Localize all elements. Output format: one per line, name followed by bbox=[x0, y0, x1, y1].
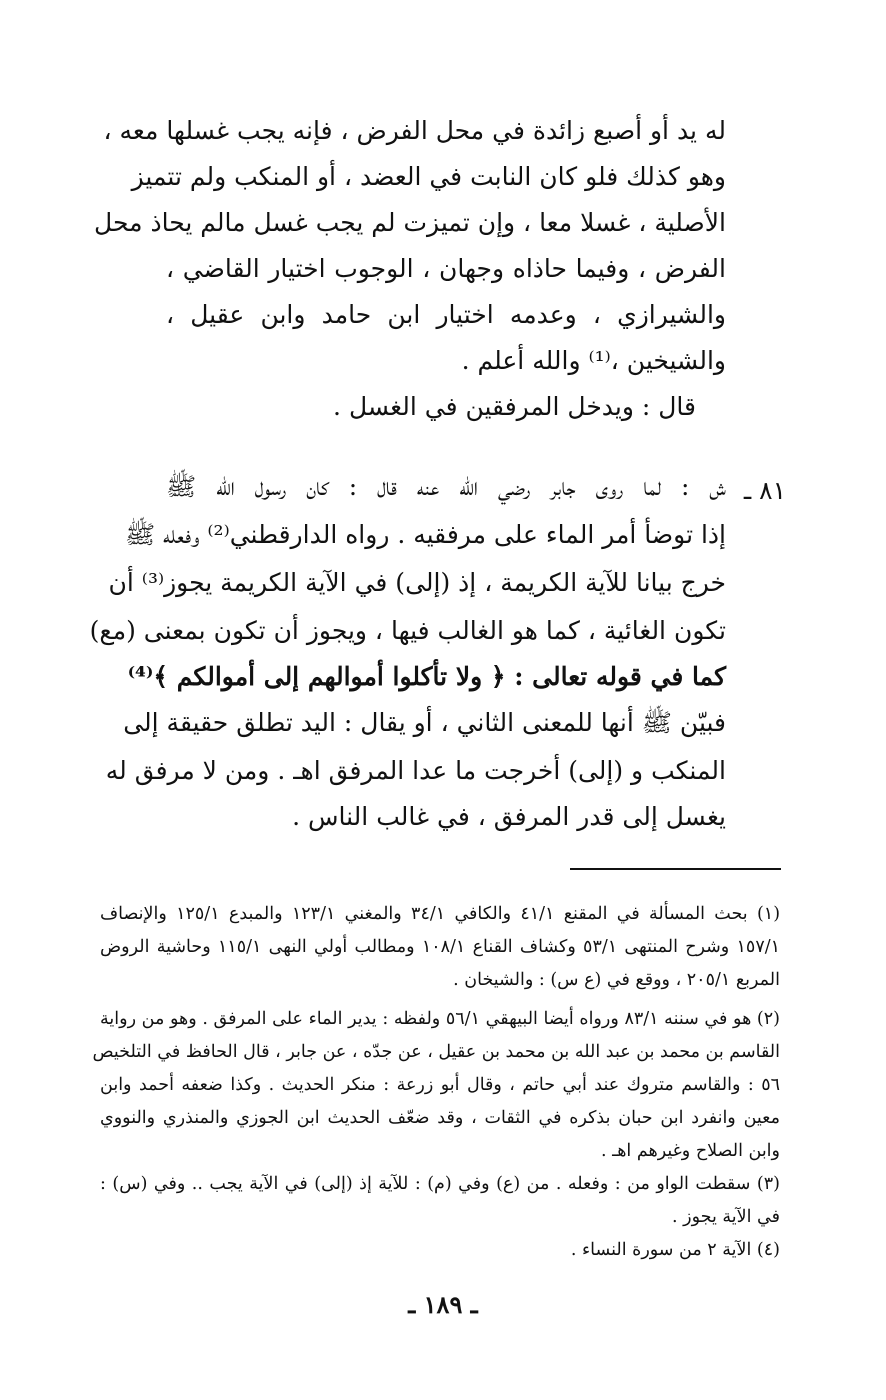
footnote-line: (٣) سقطت الواو من : وفعله . من (ع) وفي (م) : للآية إذ (إلى) في الآية يجب .. وفي (س) : bbox=[100, 1174, 780, 1194]
section-line: تكون الغائية ، كما هو الغالب فيها ، ويجوز أن تكون بمعنى (مع) bbox=[89, 616, 726, 645]
footnote-line: معين وانفرد ابن حبان بذكره في الثقات ، وقد ضعّف الحديث ابن الجوزي والمنذري والنووي bbox=[100, 1108, 780, 1128]
quran-verse-line: كما في قوله تعالى : ﴿ ولا تأكلوا أموالهم إلى أموالكم ﴾⁽⁴⁾ bbox=[127, 662, 726, 691]
footnote-line: (٢) هو في سننه ٨٣/١ ورواه أيضا البيهقي ٥٦/١ ولفظه : يدير الماء على المرفق . وهو من رواية bbox=[100, 1009, 780, 1029]
intro-line: له يد أو أصبع زائدة في محل الفرض ، فإنه يجب غسلها معه ، bbox=[103, 116, 726, 145]
matn-line: قال : ويدخل المرفقين في الغسل . bbox=[333, 392, 696, 421]
intro-line: الأصلية ، غسلا معا ، وإن تميزت لم يجب غسل مالم يحاذ محل bbox=[94, 208, 726, 237]
footnote-line: المربع ٢٠٥/١ ، ووقع في (ع س) : والشيخان . bbox=[453, 970, 780, 990]
section-line: المنكب و (إلى) أخرجت ما عدا المرفق اهـ . ومن لا مرفق له bbox=[105, 756, 726, 785]
intro-line: والشيخين ،⁽¹⁾ والله أعلم . bbox=[461, 346, 726, 375]
footnote-line: ١٥٧/١ وشرح المنتهى ٥٣/١ وكشاف القناع ١٠٨/١ ومطالب أولي النهى ١١٥/١ وحاشية الروض bbox=[100, 937, 781, 957]
footnote-line: وابن الصلاح وغيرهم اهـ . bbox=[600, 1141, 780, 1161]
footnote-separator bbox=[570, 868, 781, 870]
footnote-line: القاسم بن محمد بن عبد الله بن محمد بن عقيل ، عن جدّه ، عن جابر ، قال الحافظ في التلخيص bbox=[92, 1042, 780, 1062]
section-line: يغسل إلى قدر المرفق ، في غالب الناس . bbox=[292, 802, 726, 831]
intro-line: وهو كذلك فلو كان النابت في العضد ، أو المنكب ولم تتميز bbox=[131, 162, 726, 191]
section-line: إذا توضأ أمر الماء على مرفقيه . رواه الدارقطني⁽²⁾ وفعله ﷺ bbox=[124, 520, 726, 549]
section-line: خرج بيانا للآية الكريمة ، إذ (إلى) في الآية الكريمة يجوز⁽³⁾ أن bbox=[108, 568, 726, 597]
intro-line: والشيرازي ، وعدمه اختيار ابن حامد وابن عقيل ، bbox=[166, 300, 726, 329]
footnote-line: ٥٦ : والقاسم متروك عند أبي حاتم ، وقال أبو زرعة : منكر الحديث . وكذا ضعفه أحمد وابن bbox=[100, 1075, 780, 1095]
page-number: ـ ١٨٩ ـ bbox=[408, 1290, 478, 1319]
section-line: فبيّن ﷺ أنها للمعنى الثاني ، أو يقال : اليد تطلق حقيقة إلى bbox=[123, 708, 726, 737]
section-number: ٨١ ـ bbox=[743, 476, 786, 505]
footnote-line: (٤) الآية ٢ من سورة النساء . bbox=[570, 1240, 780, 1260]
section-line: ش : لما روى جابر رضي الله عنه قال : كان رسول الله ﷺ bbox=[166, 472, 726, 501]
intro-line: الفرض ، وفيما حاذاه وجهان ، الوجوب اختيار القاضي ، bbox=[166, 254, 726, 283]
footnote-line: في الآية يجوز . bbox=[672, 1207, 780, 1227]
footnote-line: (١) بحث المسألة في المقنع ٤١/١ والكافي ٣٤/١ والمغني ١٢٣/١ والمبدع ١٢٥/١ والإنصاف bbox=[100, 904, 781, 924]
